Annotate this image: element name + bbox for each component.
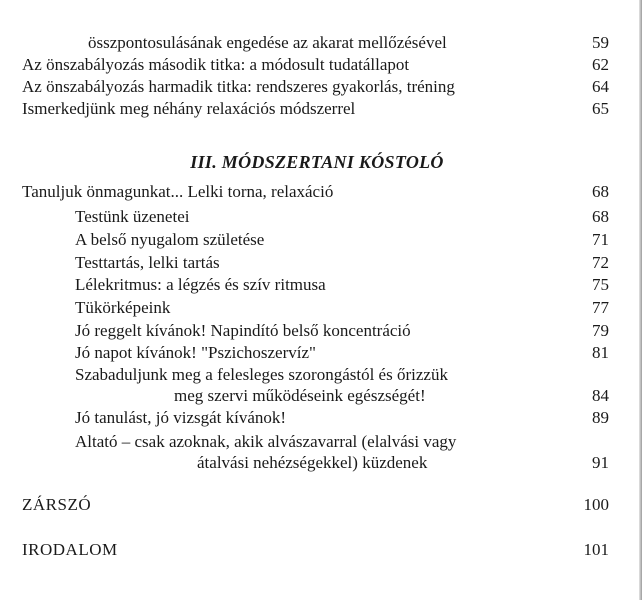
toc-main-entry: Tanuljuk önmagunkat... Lelki torna, relaxáció: [22, 182, 334, 201]
toc-subentry: Lélekritmus: a légzés és szív ritmusa: [75, 275, 326, 294]
toc-page-number: 81: [592, 343, 609, 362]
section-heading: [0, 151, 642, 173]
toc-subentry: Jó reggelt kívánok! Napindító belső koncentráció: [75, 321, 411, 340]
section-heading-text: III. MÓDSZERTANI KÓSTOLÓ: [190, 152, 444, 172]
toc-major-entry: IRODALOM: [22, 540, 118, 559]
toc-subentry: Jó tanulást, jó vizsgát kívánok!: [75, 408, 287, 427]
toc-page-number: 62: [592, 55, 609, 74]
toc-page-number: 75: [592, 275, 609, 294]
toc-entry: Az önszabályozás második titka: a módosult tudatállapot: [22, 55, 410, 74]
toc-page-number: 84: [592, 386, 609, 405]
toc-entry-continuation: összpontosulásának engedése az akarat mellőzésével: [88, 33, 447, 52]
toc-page-number: 91: [592, 453, 609, 472]
toc-subentry: Testtartás, lelki tartás: [75, 253, 220, 272]
toc-subentry: Testünk üzenetei: [75, 207, 190, 226]
toc-page-number: 59: [592, 33, 609, 52]
toc-page-number: 65: [592, 99, 609, 118]
toc-page-number: 71: [592, 230, 609, 249]
toc-page-number: 72: [592, 253, 609, 272]
toc-page-number: 100: [583, 495, 609, 514]
toc-page-number: 101: [583, 540, 609, 559]
toc-subentry-line1: Szabaduljunk meg a felesleges szorongástól és őrizzük: [75, 365, 448, 384]
toc-page-number: 64: [592, 77, 609, 96]
toc-page-number: 89: [592, 408, 609, 427]
toc-subentry-line1: Altató – csak azoknak, akik alvászavarral (elalvási vagy: [75, 432, 457, 451]
toc-page-number: 77: [592, 298, 609, 317]
toc-major-entry: ZÁRSZÓ: [22, 495, 92, 514]
toc-subentry-line2: átalvási nehézségekkel) küzdenek: [197, 453, 428, 472]
toc-subentry: A belső nyugalom születése: [75, 230, 265, 249]
toc-subentry: Tükörképeink: [75, 298, 171, 317]
toc-entry: Az önszabályozás harmadik titka: rendszeres gyakorlás, tréning: [22, 77, 455, 96]
toc-page-number: 79: [592, 321, 609, 340]
toc-page-number: 68: [592, 182, 609, 201]
toc-page-number: 68: [592, 207, 609, 226]
toc-subentry-line2: meg szervi működéseink egészségét!: [174, 386, 426, 405]
toc-entry: Ismerkedjünk meg néhány relaxációs módszerrel: [22, 99, 356, 118]
toc-subentry: Jó napot kívánok! "Pszichoszervíz": [75, 343, 316, 362]
